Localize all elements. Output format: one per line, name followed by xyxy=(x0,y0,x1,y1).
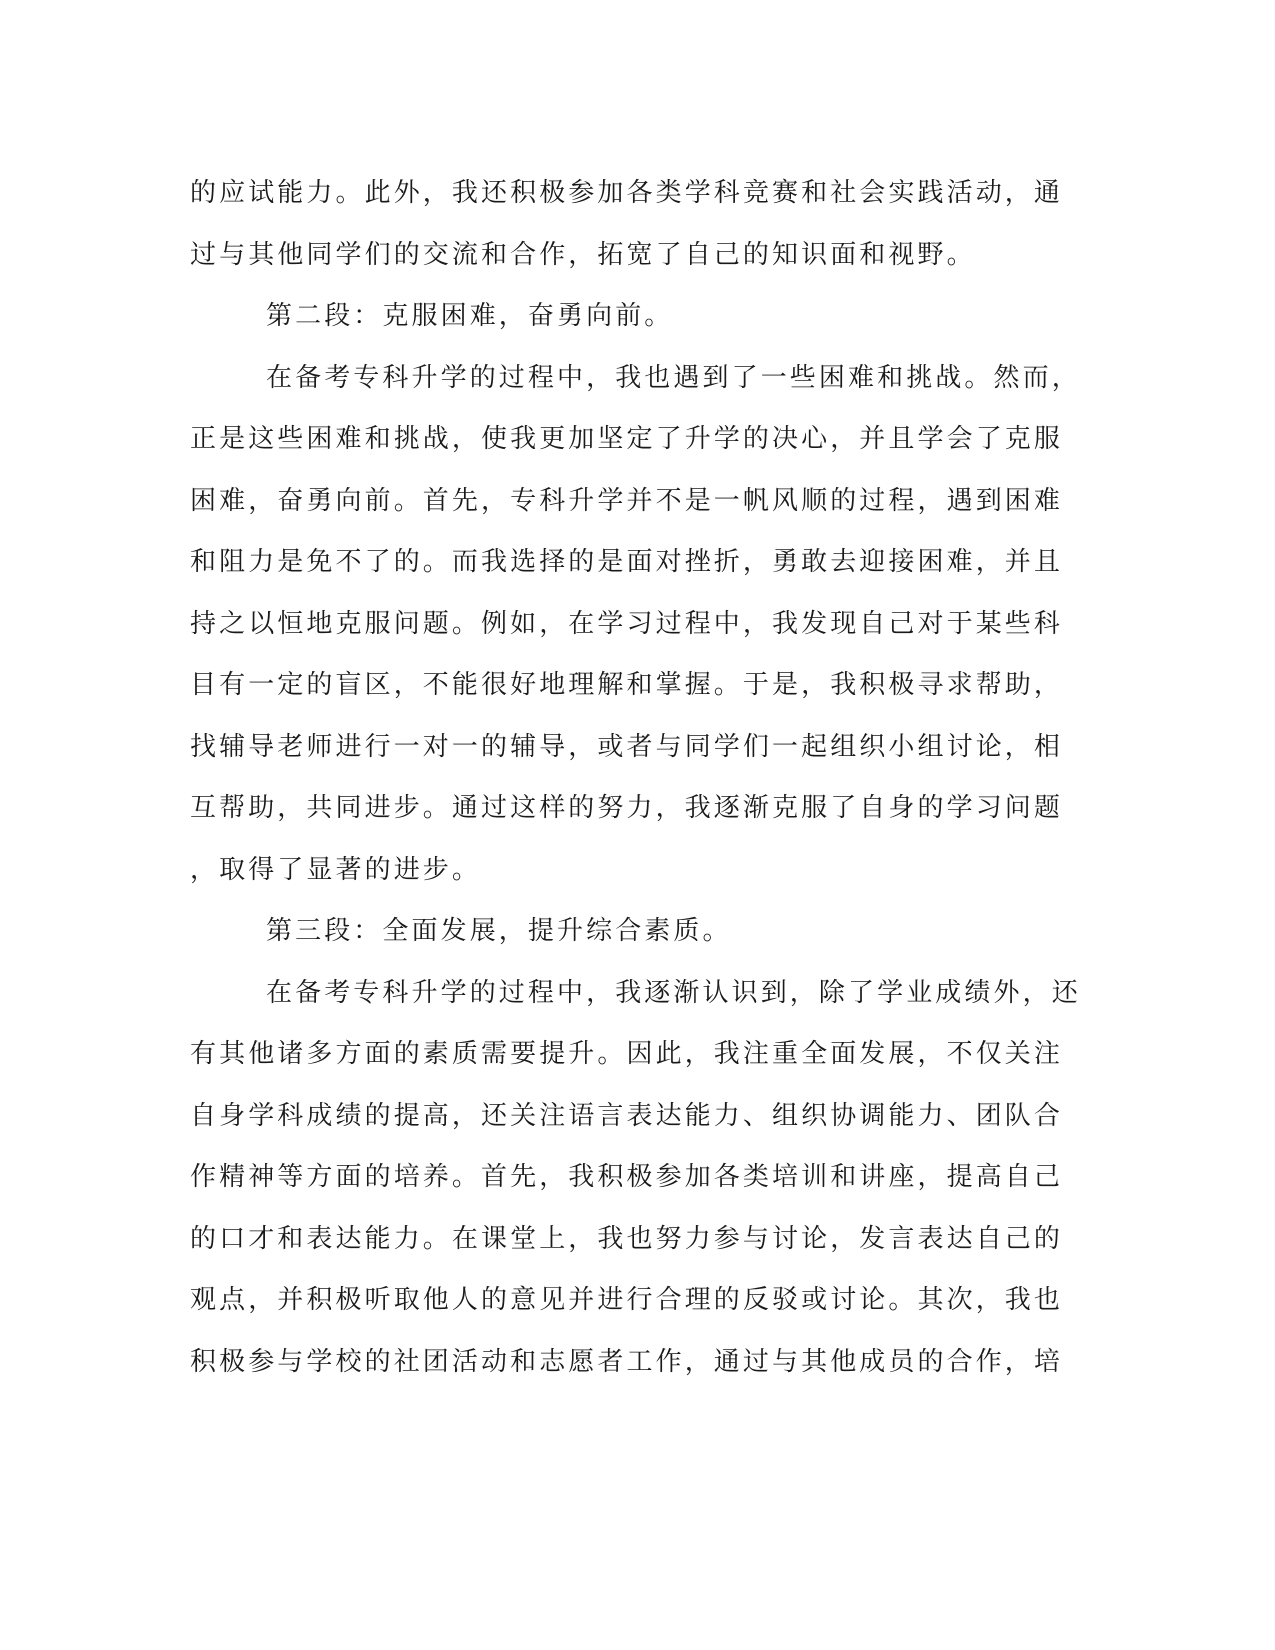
text-line: 找辅导老师进行一对一的辅导，或者与同学们一起组织小组讨论，相 xyxy=(190,731,1064,762)
text-line: 持之以恒地克服问题。例如，在学习过程中，我发现自己对于某些科 xyxy=(190,608,1064,639)
text-line: 和阻力是免不了的。而我选择的是面对挫折，勇敢去迎接困难，并且 xyxy=(190,547,1064,577)
text-line: ，取得了显著的进步。 xyxy=(190,854,482,885)
text-line: 过与其他同学们的交流和合作，拓宽了自己的知识面和视野。 xyxy=(190,239,976,270)
text-line: 有其他诸多方面的素质需要提升。因此，我注重全面发展，不仅关注 xyxy=(190,1039,1064,1069)
text-line: 第三段：全面发展，提升综合素质。 xyxy=(266,916,732,946)
text-line: 第二段：克服困难，奋勇向前。 xyxy=(266,301,674,331)
text-line: 积极参与学校的社团活动和志愿者工作，通过与其他成员的合作，培 xyxy=(190,1346,1064,1377)
text-line: 的口才和表达能力。在课堂上，我也努力参与讨论，发言表达自己的 xyxy=(190,1223,1064,1254)
text-line: 观点，并积极听取他人的意见并进行合理的反驳或讨论。其次，我也 xyxy=(190,1285,1064,1315)
text-line: 困难，奋勇向前。首先，专科升学并不是一帆风顺的过程，遇到困难 xyxy=(190,485,1064,516)
text-line: 的应试能力。此外，我还积极参加各类学科竞赛和社会实践活动，通 xyxy=(190,178,1064,208)
text-line: 目有一定的盲区，不能很好地理解和掌握。于是，我积极寻求帮助， xyxy=(190,670,1064,700)
text-line: 自身学科成绩的提高，还关注语言表达能力、组织协调能力、团队合 xyxy=(190,1100,1064,1131)
text-line: 互帮助，共同进步。通过这样的努力，我逐渐克服了自身的学习问题 xyxy=(190,793,1064,823)
text-line: 在备考专科升学的过程中，我也遇到了一些困难和挑战。然而， xyxy=(266,362,1081,393)
text-line: 正是这些困难和挑战，使我更加坚定了升学的决心，并且学会了克服 xyxy=(190,424,1064,454)
text-line: 作精神等方面的培养。首先，我积极参加各类培训和讲座，提高自己 xyxy=(190,1162,1064,1192)
body-text xyxy=(190,163,1081,1393)
text-line: 在备考专科升学的过程中，我逐渐认识到，除了学业成绩外，还 xyxy=(266,977,1081,1008)
